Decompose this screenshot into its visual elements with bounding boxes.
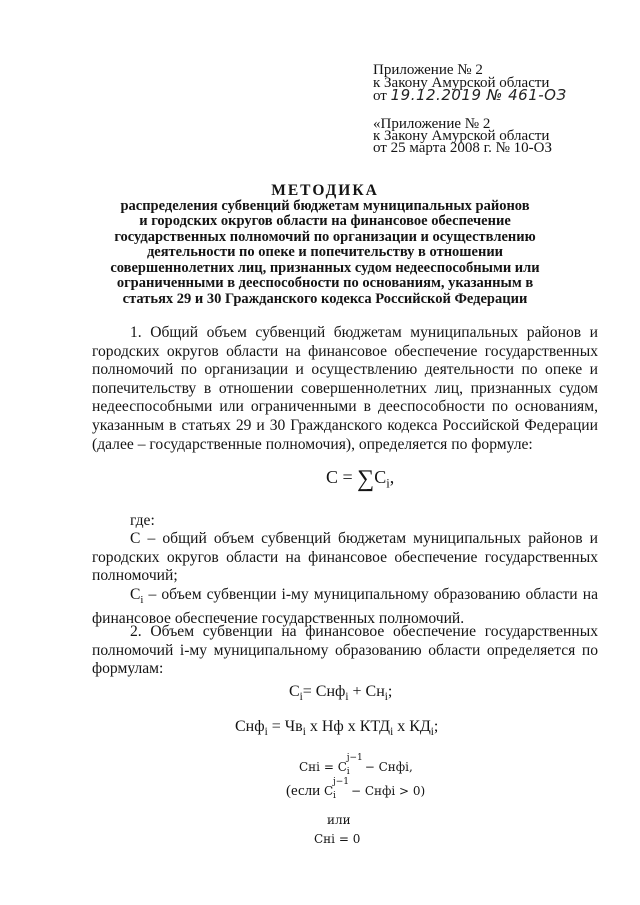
where-label: где:: [130, 512, 155, 529]
title-line: и городских округов области на финансовое обеспечение: [139, 213, 511, 229]
formula-zero: Сні = 0: [314, 832, 361, 846]
document-title: [110, 183, 540, 307]
appendix-number: Приложение № 2: [373, 62, 483, 78]
formula-ci: $С_i= Снф_i + Сн_i$;: [289, 683, 393, 704]
title-line: совершеннолетних лиц, признанных судом недееспособными или: [110, 259, 540, 276]
old-appendix-number: «Приложение № 2: [373, 116, 491, 132]
or-word: или: [327, 813, 351, 827]
title-line: распределения субвенций бюджетам муниципальных районов: [120, 197, 530, 214]
title-line: статьях 29 и 30 Гражданского кодекса Российской Федерации: [122, 290, 528, 307]
title-line: ограниченными в дееспособности по основаниям, указанным в: [116, 275, 534, 291]
paragraph-2: 2. Объем субвенции на финансовое обеспечение государственных полномочий i-му муниципальному образованию области определяется по формулам:: [92, 623, 598, 678]
definition-c: С – общий объем субвенций бюджетам муниципальных районов и городских округов области на финансовое обеспечение государственных полномочий;: [92, 530, 598, 585]
adoption-date: от 19.12.2019 № 461-ОЗ: [373, 86, 567, 104]
old-law-reference: к Закону Амурской области: [373, 128, 550, 144]
law-reference: к Закону Амурской области: [373, 75, 550, 91]
definition-ci: $С_i$ – объем субвенции i-му муниципальному образованию области на финансовое обеспечение государственных полномочий.: [92, 586, 598, 627]
old-law-date: от 25 марта 2008 г. № 10-ОЗ: [373, 140, 552, 156]
sum-symbol: ∑: [357, 466, 375, 492]
handwritten-date: 19.12.2019 № 461-ОЗ: [390, 86, 567, 104]
formula-sni: Сні = С j−1 i − Снфі,: [299, 753, 413, 777]
formula-condition: (если С j−1 i − Снфі > 0): [286, 777, 426, 801]
formula-total: $С = \sum С_i$,: [326, 466, 395, 492]
formula-snf: $Снф_i = Чв_i$ х Нф х $КТД_i$ х $КД_i$;: [235, 718, 439, 739]
paragraph-1: 1. Общий объем субвенций бюджетам муниципальных районов и городских округов области на финансовое обеспечение государственных полномочий по организации и осуществлению деятельности по опеке и попечительству в отношении совершеннолетних лиц, признанных судом недееспособными или ограниченными в дееспособности по основаниям, указанным в статьях 29 и 30 Гражданского кодекса Российской Федерации (далее – государственные полномочия), определяется по формуле:: [92, 324, 598, 453]
title-heading: МЕТОДИКА: [271, 182, 379, 199]
title-line: государственных полномочий по организации и осуществлению: [114, 228, 536, 245]
title-line: деятельности по опеке и попечительству в отношении: [146, 244, 504, 260]
